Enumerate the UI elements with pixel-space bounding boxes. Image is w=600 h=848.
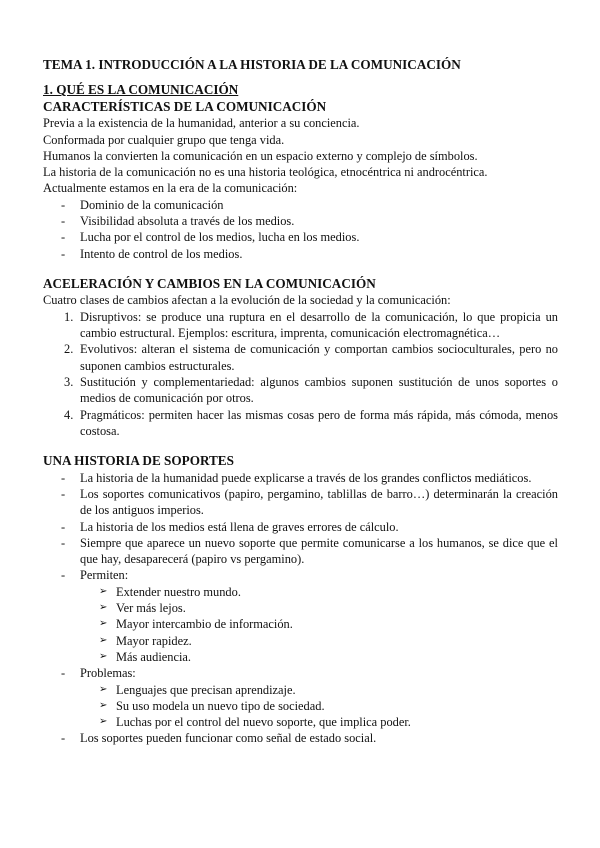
- list-item-text: Dominio de la comunicación: [80, 197, 224, 212]
- bullet-list: [43, 730, 558, 746]
- arrow-list: [43, 584, 558, 665]
- list-item: [43, 633, 558, 649]
- arrow-bullet-icon: ➢: [99, 602, 108, 614]
- list-item-text: Su uso modela un nuevo tipo de sociedad.: [116, 698, 325, 713]
- dash-bullet-icon: -: [61, 470, 66, 485]
- arrow-bullet-icon: ➢: [99, 716, 108, 728]
- bullet-list: [43, 665, 558, 681]
- list-item-text: La historia de la humanidad puede explicarse a través de los grandes conflictos mediáticos.: [80, 470, 532, 485]
- list-item: [43, 197, 558, 213]
- dash-bullet-icon: -: [61, 246, 66, 261]
- list-item-text: Más audiencia.: [116, 649, 192, 664]
- arrow-bullet-icon: ➢: [99, 618, 108, 630]
- dash-bullet-icon: -: [61, 666, 66, 681]
- arrow-bullet-icon: ➢: [99, 634, 108, 646]
- list-item-text: Evolutivos: alteran el sistema de comunicación y comportan cambios socioculturales, pero no suponen cambios estructurales.: [80, 342, 558, 373]
- list-item: [43, 665, 558, 681]
- list-item-text: Mayor rapidez.: [116, 633, 192, 648]
- list-item: [43, 616, 558, 632]
- dash-bullet-icon: -: [61, 568, 66, 583]
- list-item: [43, 470, 558, 486]
- list-item: [43, 213, 558, 229]
- list-item: [43, 567, 558, 583]
- subsection-heading: ACELERACIÓN Y CAMBIOS EN LA COMUNICACIÓN: [43, 275, 376, 291]
- list-item-text: Permiten:: [80, 568, 129, 583]
- arrow-list: [43, 682, 558, 731]
- arrow-bullet-icon: ➢: [99, 699, 108, 711]
- list-item: [43, 374, 558, 407]
- paragraph: Conformada por cualquier grupo que tenga vida.: [43, 132, 285, 147]
- paragraph: Previa a la existencia de la humanidad, anterior a su conciencia.: [43, 116, 360, 131]
- list-item-text: Siempre que aparece un nuevo soporte que permite comunicarse a los humanos, se dice que el que hay, desaparecerá (papiro vs pergamino).: [80, 535, 558, 567]
- list-item-text: La historia de los medios está llena de graves errores de cálculo.: [80, 519, 399, 534]
- list-item-text: Mayor intercambio de información.: [116, 617, 293, 632]
- list-item: [43, 341, 558, 374]
- bullet-list: [43, 197, 558, 262]
- list-item: [43, 682, 558, 698]
- arrow-bullet-icon: ➢: [99, 683, 108, 695]
- dash-bullet-icon: -: [61, 230, 66, 245]
- subsection-heading: CARACTERÍSTICAS DE LA COMUNICACIÓN: [43, 98, 327, 114]
- list-item-text: Lenguajes que precisan aprendizaje.: [116, 682, 296, 697]
- list-item: [43, 649, 558, 665]
- list-item: [43, 229, 558, 245]
- paragraph: Cuatro clases de cambios afectan a la evolución de la sociedad y la comunicación:: [43, 293, 451, 308]
- list-item: [43, 309, 558, 342]
- list-item: [43, 600, 558, 616]
- arrow-bullet-icon: ➢: [99, 585, 108, 597]
- list-number: 4.: [64, 407, 74, 422]
- list-item-text: Sustitución y complementariedad: algunos cambios suponen sustitución de unos soportes o medios de comunicación por otros.: [80, 374, 558, 406]
- list-item-text: Lucha por el control de los medios, lucha en los medios.: [80, 230, 360, 245]
- list-item-text: Luchas por el control del nuevo soporte, que implica poder.: [116, 715, 411, 730]
- dash-bullet-icon: -: [61, 519, 66, 534]
- list-item-text: Pragmáticos: permiten hacer las mismas cosas pero de forma más rápida, más cómoda, menos costosa.: [80, 407, 558, 438]
- dash-bullet-icon: -: [61, 535, 66, 550]
- list-item-text: Disruptivos: se produce una ruptura en el desarrollo de la comunicación, lo que propicia un cambio estructural. Ejemplos: escritura, imprenta, comunicación electromagnética…: [80, 309, 558, 341]
- dash-bullet-icon: -: [61, 197, 66, 212]
- list-item-text: Visibilidad absoluta a través de los medios.: [80, 214, 295, 229]
- list-item-text: Los soportes pueden funcionar como señal de estado social.: [80, 731, 377, 746]
- list-number: 1.: [64, 309, 74, 324]
- list-item-text: Intento de control de los medios.: [80, 246, 243, 261]
- arrow-bullet-icon: ➢: [99, 650, 108, 662]
- list-item-text: Ver más lejos.: [116, 601, 186, 616]
- section-heading: 1. QUÉ ES LA COMUNICACIÓN: [43, 82, 239, 98]
- list-item: [43, 246, 558, 262]
- list-number: 3.: [64, 374, 74, 389]
- document-title: TEMA 1. INTRODUCCIÓN A LA HISTORIA DE LA COMUNICACIÓN: [43, 57, 461, 72]
- list-item: [43, 519, 558, 535]
- list-item: [43, 698, 558, 714]
- dash-bullet-icon: -: [61, 731, 66, 746]
- bullet-list: [43, 470, 558, 584]
- dash-bullet-icon: -: [61, 486, 66, 501]
- list-item: [43, 407, 558, 440]
- list-item-text: Extender nuestro mundo.: [116, 584, 241, 599]
- paragraph: La historia de la comunicación no es una historia teológica, etnocéntrica ni androcéntrica.: [43, 165, 488, 180]
- list-item-text: Los soportes comunicativos (papiro, pergamino, tablillas de barro…) determinarán la creación de los antiguos imperios.: [80, 486, 558, 518]
- list-item: [43, 535, 558, 568]
- document-page: [43, 57, 558, 747]
- list-item: [43, 584, 558, 600]
- paragraph: Actualmente estamos en la era de la comunicación:: [43, 181, 298, 196]
- list-item: [43, 714, 558, 730]
- list-item: [43, 486, 558, 519]
- subsection-heading: UNA HISTORIA DE SOPORTES: [43, 453, 234, 469]
- list-item: [43, 730, 558, 746]
- list-number: 2.: [64, 342, 74, 357]
- dash-bullet-icon: -: [61, 214, 66, 229]
- list-item-text: Problemas:: [80, 666, 136, 681]
- numbered-list: [43, 309, 558, 439]
- paragraph: Humanos la convierten la comunicación en un espacio externo y complejo de símbolos.: [43, 148, 478, 163]
